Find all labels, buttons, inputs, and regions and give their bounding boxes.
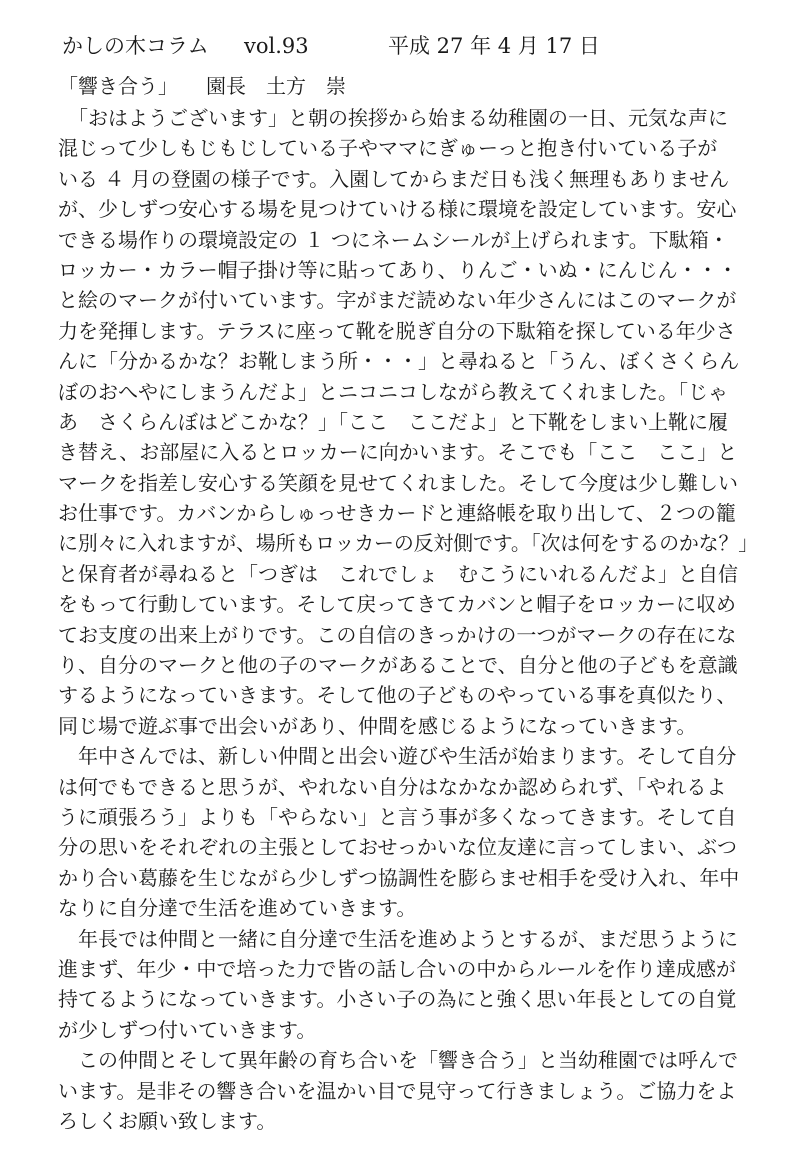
article xyxy=(58,69,758,1136)
text-line: するようになっていきます。そして他の子どものやっている事を真似たり、 xyxy=(58,683,737,708)
text-line: と絵のマークが付いています。字がまだ読めない年少さんにはこのマークが xyxy=(58,288,737,313)
text-line: 持てるようになっていきます。小さい子の為にと強く思い年長としての自覚 xyxy=(58,987,737,1012)
text-line: なりに自分達で生活を進めていきます。 xyxy=(58,896,417,921)
text-line: 混じって少しもじもじしている子やママにぎゅーっと抱き付いている子が xyxy=(58,136,718,161)
volume-number: vol.93 xyxy=(244,34,309,58)
text-line: 力を発揮します。テラスに座って靴を脱ぎ自分の下駄箱を探している年少さ xyxy=(58,318,736,343)
text-line: 分の思いをそれぞれの主張としておせっかいな位友達に言ってしまい、ぶつ xyxy=(58,835,737,860)
column-header xyxy=(62,26,762,66)
text-line: 年中さんでは、新しい仲間と出会い遊びや生活が始まります。そして自分 xyxy=(58,744,737,769)
text-line: マークを指差し安心する笑顔を見せてくれました。そして今度は少し難しい xyxy=(58,470,738,495)
text-line: いる ４ 月の登園の様子です。入園してからまだ日も浅く無理もありません xyxy=(58,166,730,191)
text-line: かり合い葛藤を生じながら少しずつ協調性を膨らませ相手を受け入れ、年中 xyxy=(58,865,740,890)
text-line: ロッカー・カラー帽子掛け等に貼ってあり、りんご・いぬ・にんじん・・・ xyxy=(58,257,738,282)
text-line: に別々に入れますが、場所もロッカーの反対側です。「次は何をするのかな？」 xyxy=(58,531,758,556)
text-line: き替え、お部屋に入るとロッカーに向かいます。そこでも「ここ ここ」と xyxy=(58,440,738,465)
text-line: んに「分かるかな？お靴しまう所・・・」と尋ねると「うん、ぼくさくらん xyxy=(58,349,740,374)
text-line: あ さくらんぼはどこかな？」「ここ ここだよ」と下靴をしまい上靴に履 xyxy=(58,409,728,434)
article-title: 「響き合う」 xyxy=(58,74,178,98)
text-line: お仕事です。カバンからしゅっせきカードと連絡帳を取り出して、２つの籠 xyxy=(58,501,736,526)
text-line: と保育者が尋ねると「つぎは これでしょ むこうにいれるんだよ」と自信 xyxy=(58,561,738,586)
article-author: 園長 土方 崇 xyxy=(206,74,346,98)
text-line: できる場作りの環境設定の １ つにネームシールが上げられます。下駄箱・ xyxy=(58,227,729,252)
text-line: 進まず、年少・中で培った力で皆の話し合いの中からルールを作り達成感が xyxy=(58,956,736,981)
text-line: は何でもできると思うが、やれない自分はなかなか認められず、「やれるよ xyxy=(58,774,727,799)
text-line: ろしくお願い致します。 xyxy=(58,1108,277,1133)
text-line: ぼのおへやにしまうんだよ」とニコニコしながら教えてくれました。「じゃ xyxy=(58,379,728,404)
text-line: をもって行動しています。そして戻ってきてカバンと帽子をロッカーに収め xyxy=(58,592,736,617)
text-line: 同じ場で遊ぶ事で出会いがあり、仲間を感じるようになっていきます。 xyxy=(58,713,697,738)
text-line: この仲間とそして異年齢の育ち合いを「響き合う」と当幼稚園では呼んで xyxy=(58,1048,738,1073)
text-line: が、少しずつ安心する場を見つけていける様に環境を設定しています。安心 xyxy=(58,197,737,222)
text-line: います。是非その響き合いを温かい目で見守って行きましょう。ご協力をよ xyxy=(58,1078,737,1103)
article-heading xyxy=(58,69,758,103)
text-line: うに頑張ろう」よりも「やらない」と言う事が多くなってきます。そして自 xyxy=(58,804,737,829)
text-line: てお支度の出来上がりです。この自信のきっかけの一つがマークの存在にな xyxy=(58,622,737,647)
text-line: り、自分のマークと他の子のマークがあることで、自分と他の子どもを意識 xyxy=(58,653,738,678)
column-name: かしの木コラム xyxy=(62,34,209,58)
text-line: 年長では仲間と一緒に自分達で生活を進めようとするが、まだ思うように xyxy=(58,926,738,951)
text-line: 「おはようございます」と朝の挨拶から始まる幼稚園の一日、元気な声に xyxy=(58,106,728,130)
article-body xyxy=(58,103,758,1136)
publication-date: 平成 27 年 4 月 17 日 xyxy=(388,34,600,58)
text-line: が少しずつ付いていきます。 xyxy=(58,1017,317,1042)
